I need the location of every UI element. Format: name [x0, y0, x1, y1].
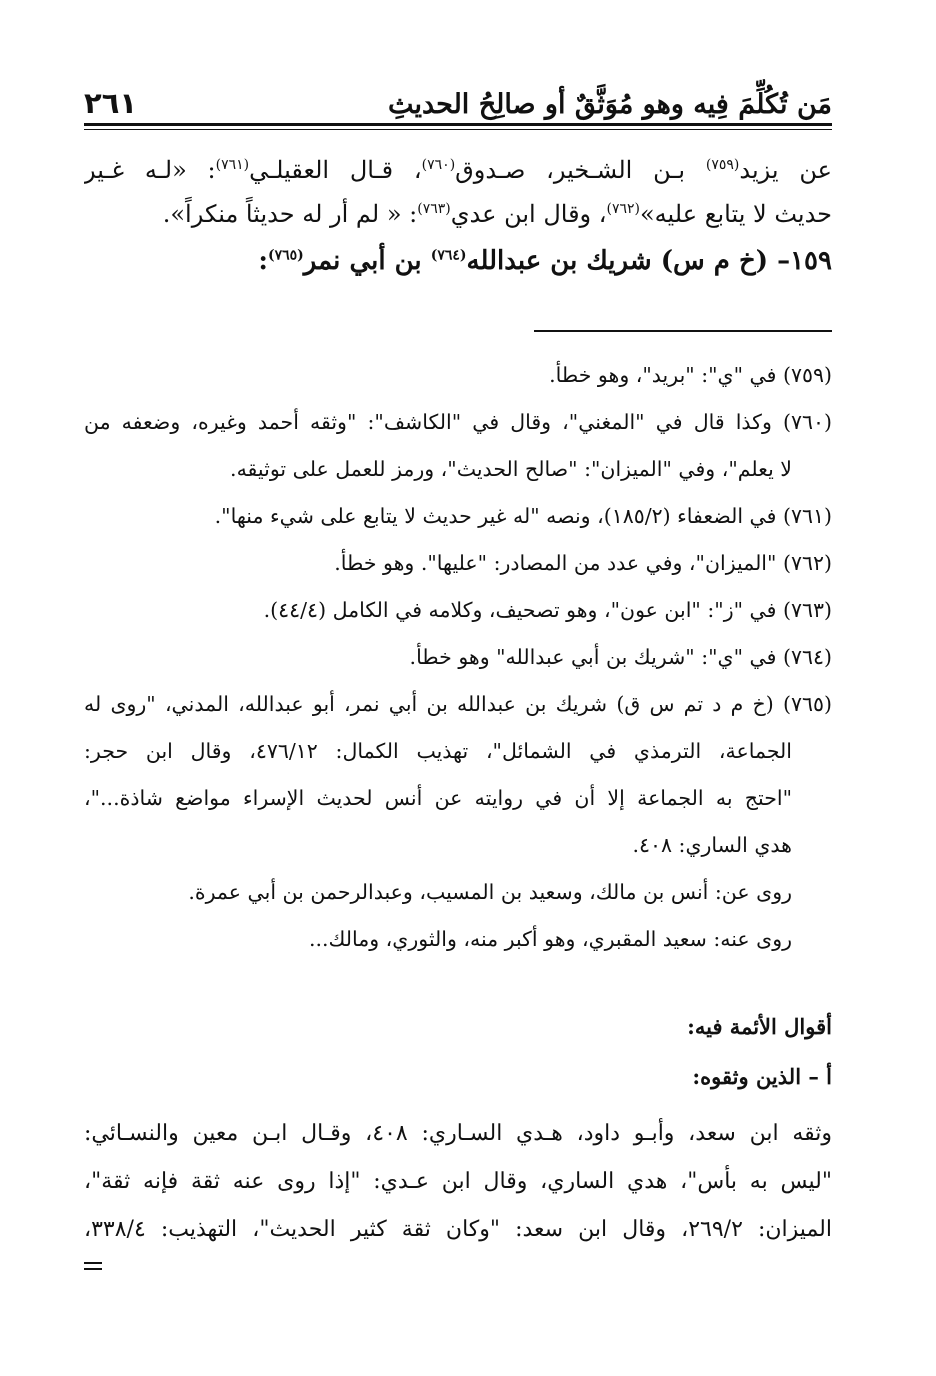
imams-statements-section [84, 1002, 832, 1102]
footnote-765-cont-2: "احتج به الجماعة إلا أن في روايته عن أنس لحديث الإسراء مواضع شاذة..."، [84, 786, 792, 810]
footnote-761: (٧٦١) في الضعفاء (١٨٥/٢)، ونصه "له غير حديث لا يتابع على شيء منها". [214, 504, 832, 528]
text-run: : «لـه غـير [84, 156, 216, 184]
footnote-ref: (٧٦٠) [421, 157, 456, 173]
text-run: عن يزيد [739, 156, 832, 184]
main-text-line-1 [84, 148, 832, 192]
paragraph-line: وثقه ابن سعد، وأبـو داود، هـدي السـاري: ٤٠٨، وقـال ابـن معين والنسـائي: [84, 1121, 832, 1146]
main-text-line-2 [84, 192, 832, 236]
footnote-760-cont: لا يعلم"، وفي "الميزان": "صالح الحديث"، ورمز للعمل على توثيقه. [230, 457, 792, 481]
footnote-765-narrated-from: روى عن: أنس بن مالك، وسعيد بن المسيب، وعبدالرحمن بن أبي عمرة. [188, 880, 792, 904]
text-run: ، وقال ابن عدي [450, 200, 607, 228]
footnote-765-cont-3: هدي الساري: ٤٠٨. [632, 833, 792, 857]
continuation-mark [84, 1262, 102, 1270]
text-run: ١٥٩– (خ م س) شريك بن عبدالله [466, 246, 832, 276]
footnote-762: (٧٦٢) "الميزان"، وفي عدد من المصادر: "عليها". وهو خطأ. [334, 551, 832, 575]
section-subheading: أ – الذين وثقوه: [692, 1064, 832, 1089]
page-header [84, 70, 832, 120]
text-run: بن أبي نمر [303, 246, 431, 276]
footnote-764: (٧٦٤) في "ي": "شريك بن أبي عبدالله" وهو خطأ. [409, 645, 832, 669]
paragraph-line: "ليس به بأس"، هدي الساري، وقال ابن عـدي: "إذا روى عنه ثقة فإنه ثقة"، [84, 1169, 832, 1194]
footnote-ref: (٧٦٤) [430, 247, 467, 264]
entry-heading [84, 236, 832, 286]
text-run: ، قـال العقيلـي [249, 156, 422, 184]
footnote-765-cont-1: الجماعة، الترمذي في الشمائل"، تهذيب الكمال: ٤٧٦/١٢، وقال ابن حجر: [84, 739, 792, 763]
text-run: حديث لا يتابع عليه» [640, 200, 832, 228]
footnote-765-narrated-by: روى عنه: سعيد المقبري، وهو أكبر منه، والثوري، ومالك... [308, 927, 792, 951]
footnote-ref: (٧٦٢) [606, 201, 640, 217]
running-title: مَن تُكُلِّمَ فِيه وهو مُوَثَّقٌ أو صالِحُ الحديثِ [387, 89, 832, 120]
section-paragraph [84, 1110, 832, 1254]
footnote-760: (٧٦٠) وكذا قال في "المغني"، وقال في "الكاشف": "وثقه أحمد وغيره، وضعفه من [84, 410, 832, 434]
footnotes [84, 352, 832, 963]
text-run: : [258, 246, 268, 276]
footnote-765: (٧٦٥) (خ م د تم س ق) شريك بن عبدالله بن أبي نمر، أبو عبدالله، المدني، "روى له [84, 692, 832, 716]
text-run: : « لم أر له حديثاً منكراً». [162, 200, 418, 228]
footnote-763: (٧٦٣) في "ز": "ابن عون"، وهو تصحيف، وكلامه في الكامل (٤٤/٤). [263, 598, 832, 622]
section-heading: أقوال الأئمة فيه: [687, 1014, 832, 1039]
main-text [84, 148, 832, 286]
footnote-ref: (٧٦٥) [267, 247, 304, 264]
footnote-759: (٧٥٩) في "ي": "بريد"، وهو خطأ. [549, 363, 832, 387]
footnote-ref: (٧٦٣) [417, 201, 451, 217]
footnote-ref: (٧٦١) [215, 157, 250, 173]
page-number: ٢٦١ [84, 86, 138, 120]
header-rule-thick [84, 123, 832, 126]
footnote-separator [534, 330, 832, 332]
header-rule-thin [84, 129, 832, 130]
footnote-ref: (٧٥٩) [705, 157, 740, 173]
text-run: بـن الشـخير، صـدوق [455, 156, 706, 184]
paragraph-line: الميزان: ٢٦٩/٢، وقال ابن سعد: "وكان ثقة كثير الحديث"، التهذيب: ٣٣٨/٤، [84, 1217, 832, 1242]
document-page [84, 0, 832, 1376]
